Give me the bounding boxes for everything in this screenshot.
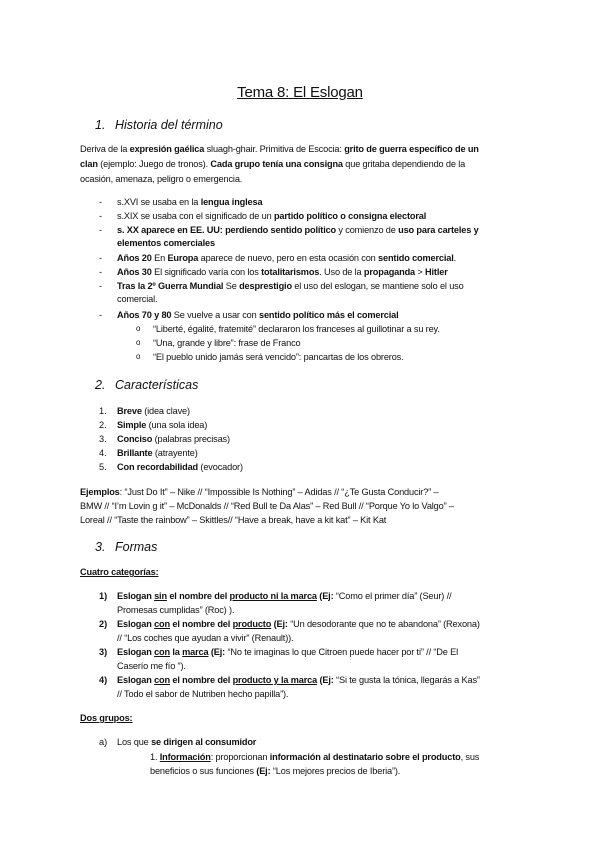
text-bold: Eslogan [117,675,155,685]
text-bold: el nombre del [169,675,233,685]
category-3-cont: Caserío me fío ”). [117,661,186,671]
text-bold: Breve [117,406,142,416]
text-bold: (Ej: [208,647,226,657]
list-number: 3) [99,647,108,657]
text: aparece de nuevo, pero en esta ocasión con [198,253,379,263]
bullet-dash: - [99,281,103,291]
bullet-7 [117,309,399,321]
bullet-dash: - [99,310,103,320]
text: : proporcionan [210,752,270,762]
text-bold: Tras la 2º Guerra Mundial [117,281,224,291]
examples-line-2: BMW // “I’m Lovin g it” – McDonalds // “Red Bull te Da Alas” – Red Bull // “Porque Yo lo Valgo” – [80,501,454,511]
section-3-heading [95,540,157,554]
text: ). [394,766,401,776]
category-3 [117,646,458,658]
text: sluagh-ghair. Primitiva de Escocia: [204,144,345,154]
text: s.XVI se usaba en la [117,197,201,207]
text-bold: sentido político más el comercial [258,310,399,320]
text-bold-underline: marca [182,647,209,657]
section-3-number: 3. [95,540,106,554]
feature-1 [117,405,190,417]
text: (ejemplo: Juego de tronos). [97,159,211,169]
text-bold: Europa [167,253,199,263]
feature-3 [117,433,230,445]
bullet-2 [117,210,426,222]
text-bold-underline: sin [154,591,167,601]
list-letter: a) [99,737,108,747]
text-bold: Simple [117,420,147,430]
text: . Uso de la [319,267,364,277]
examples-line-1 [80,486,438,498]
bullet-dash: - [99,267,103,277]
text-bold: grito de guerra específico de un [344,144,479,154]
sub-bullet-marker: o [136,352,141,361]
feature-4 [117,447,198,459]
text: > [415,267,426,277]
text-bold-underline: producto [232,619,272,629]
text-bold: propaganda [363,267,415,277]
text: (palabras precisas) [152,434,230,444]
list-number: 1) [99,591,108,601]
text-bold: Conciso [117,434,153,444]
text-bold: Eslogan [117,591,155,601]
text: Deriva de la [80,144,130,154]
list-number: 2) [99,619,108,629]
text-bold: el nombre del [166,591,230,601]
sub-bullet-2: “Una, grande y libre”: frase de Franco [153,338,301,348]
feature-2 [117,419,207,431]
examples-line-3: Loreal // “Taste the rainbow” – Skittles// “Have a break, have a kit kat” – Kit Kat [80,515,387,525]
subheading-cuatro: Cuatro categorías: [80,567,159,577]
text: . [453,253,457,263]
bullet-dash: - [99,197,103,207]
text: “Un desodorante que no te abandona” (Rexona) [287,619,480,629]
text-bold: Cada grupo tenía una consigna [210,159,343,169]
text-bold: la [169,647,183,657]
section-1-title: Historia del término [115,118,223,132]
text-bold: Años 20 [117,253,152,263]
text-bold: se dirigen al [151,737,206,747]
section-2-title: Características [115,378,199,392]
text-bold: sentido comercial [378,253,454,263]
intro-line-2 [80,158,465,170]
bullet-6 [117,280,464,292]
text: “Como el primer día” (Seur) // [333,591,452,601]
text: (atrayente) [152,448,198,458]
text: beneficios o sus funciones [150,766,257,776]
text-bold: Hitler [425,267,448,277]
text-bold: información al destinatario sobre el producto [269,752,461,762]
text-bold: expresión gaélica [129,144,205,154]
bullet-6-cont: comercial. [117,294,158,304]
text-bold: Eslogan [117,647,155,657]
group-a-item-1 [150,751,479,763]
category-4 [117,674,480,686]
text: “No te imaginas lo que Citroen puede hacer por ti” // “De El [225,647,458,657]
text-bold-underline: con [154,647,170,657]
text-bold: s. XX aparece en EE. UU: perdiendo sentido político [117,225,337,235]
text-bold: consumidor [205,737,257,747]
list-number: 4) [99,675,108,685]
text-bold: (Ej: [316,591,334,601]
list-number: 2. [99,420,107,430]
feature-5 [117,461,243,473]
text-bold-underline: con [154,675,170,685]
text: Los que [117,737,152,747]
text: Se vuelve a usar con [171,310,259,320]
sub-bullet-1: “Liberté, égalité, fratemité” declararon los franceses al guillotinar a su rey. [153,324,440,334]
section-3-title: Formas [115,540,158,554]
text: , sus [460,752,480,762]
text: En [151,253,168,263]
section-1-heading [95,118,223,132]
text-bold: Años 70 y 80 [117,310,172,320]
page-title: Tema 8: El Eslogan [237,84,363,101]
text-bold: desprestigio [239,281,292,291]
list-number: 4. [99,448,107,458]
bullet-4 [117,252,456,264]
list-number: 5. [99,462,107,472]
text: que gritaba dependiendo de la [342,159,466,169]
text: (idea clave) [141,406,190,416]
text: Se [223,281,240,291]
text-bold: Ejemplos [80,487,120,497]
bullet-3-cont: elementos comerciales [117,238,215,248]
text: (evocador) [198,462,243,472]
category-2 [117,618,480,630]
text-bold: (Ej: [256,766,273,776]
list-number: 3. [99,434,107,444]
text: “Si te gusta la tónica, llegarás a Kas” [333,675,480,685]
text-bold-underline: con [154,619,170,629]
text-bold: totalitarismos [261,267,320,277]
bullet-dash: - [99,253,103,263]
category-1 [117,590,451,602]
text-bold: uso para carteles y [398,225,479,235]
category-4-cont: // Todo el sabor de Nutriben hecho papilla”). [117,689,289,699]
sub-bullet-marker: o [136,324,141,333]
text-bold: clan [80,159,98,169]
sub-bullet-marker: o [136,338,141,347]
text: : “Just Do It” – Nike // “Impossible Is Nothing” – Adidas // “¿Te Gusta Conducir?” – [119,487,439,497]
section-2-number: 2. [95,378,106,392]
list-number: 1. [99,406,107,416]
text-bold: Eslogan [117,619,155,629]
text: s.XIX se usaba con el significado de un [117,211,274,221]
text-bold: Con recordabilidad [117,462,199,472]
section-1-number: 1. [95,118,106,132]
text: El significado varía con los [151,267,262,277]
text-bold: lengua inglesa [200,197,263,207]
text: (una sola idea) [146,420,208,430]
group-a [117,736,256,748]
text-bold-underline: Información [159,752,211,762]
text-bold: partido político o consigna electoral [273,211,427,221]
bullet-dash: - [99,211,103,221]
bullet-dash: - [99,225,103,235]
text: el uso del eslogan, se mantiene solo el uso [291,281,464,291]
sub-bullet-3: “El pueblo unido jamás será vencido”: pancartas de los obreros. [153,352,404,362]
category-1-cont: Promesas cumplidas” (Roc) ). [117,605,235,615]
text: 1. [150,752,160,762]
text: “Los mejores precios de Iberia” [272,766,395,776]
text-bold-underline: producto y la marca [232,675,318,685]
bullet-3 [117,224,479,236]
category-2-cont: // “Los coches que ayudan a vivir” (Renault)). [117,633,294,643]
bullet-5 [117,266,448,278]
text-bold: Brillante [117,448,153,458]
group-a-item-1-cont [150,765,400,777]
bullet-1 [117,196,262,208]
intro-line-3: ocasión, amenaza, peligro o emergencia. [80,174,243,184]
section-2-heading [95,378,198,392]
text-bold-underline: producto ni la marca [229,591,317,601]
intro-line-1 [80,143,479,155]
text-bold: Años 30 [117,267,152,277]
subheading-dos: Dos grupos: [80,713,133,723]
text-bold: (Ej: [271,619,288,629]
text-bold: (Ej: [317,675,334,685]
text-bold: el nombre del [169,619,233,629]
text: y comienzo de [336,225,399,235]
